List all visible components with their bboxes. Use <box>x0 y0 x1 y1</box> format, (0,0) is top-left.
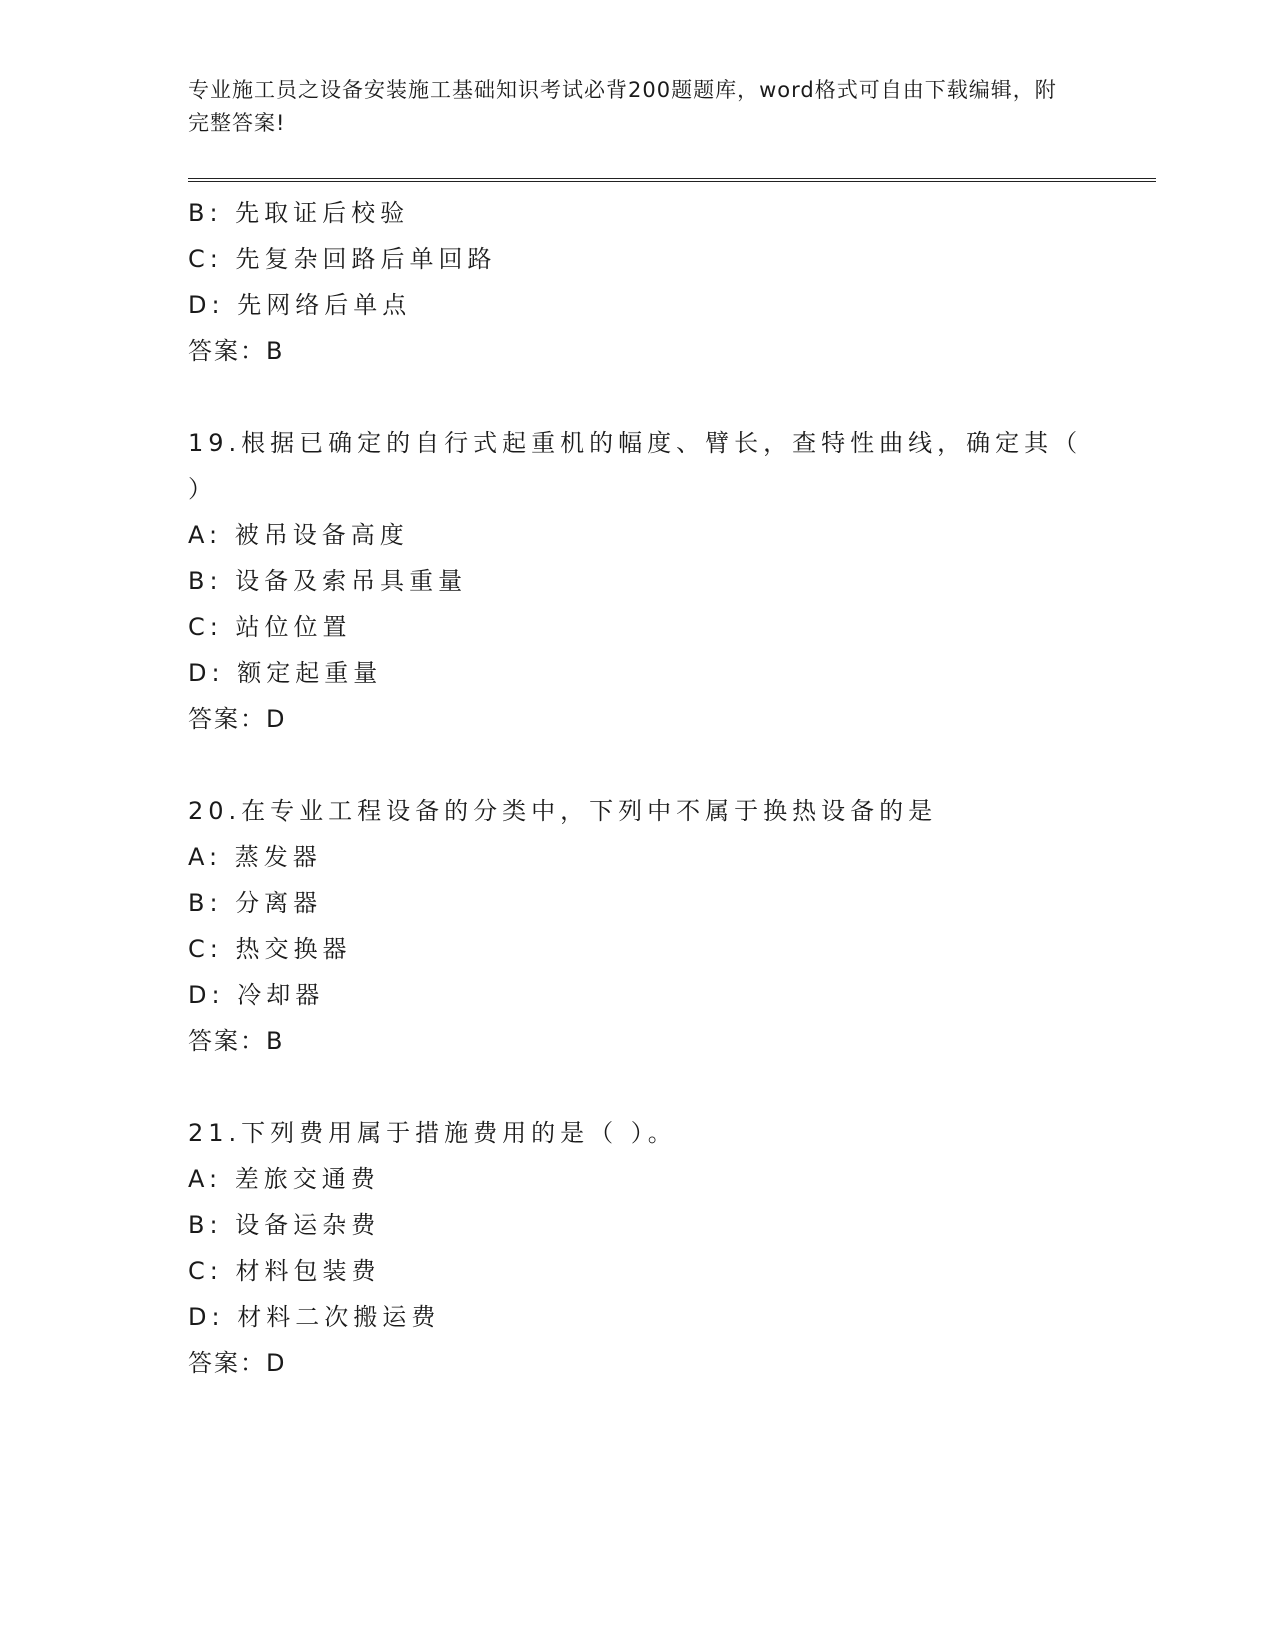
question-21 <box>188 1110 1088 1386</box>
question-list <box>188 190 1088 1386</box>
question-stem: 19.根据已确定的自行式起重机的幅度、臂长，查特性曲线，确定其（ <box>188 429 1083 457</box>
spacer <box>188 742 1088 788</box>
answer: 答案：B <box>188 1027 285 1055</box>
option-c: C: 站位位置 <box>188 613 352 641</box>
answer: 答案：D <box>188 705 287 733</box>
header-divider <box>188 178 1156 182</box>
option-b: B: 先取证后校验 <box>188 199 410 227</box>
question-stem: 20.在专业工程设备的分类中，下列中不属于换热设备的是 <box>188 797 938 825</box>
option-d: D: 额定起重量 <box>188 659 383 687</box>
option-b: B: 设备运杂费 <box>188 1211 381 1239</box>
option-d: D: 材料二次搬运费 <box>188 1303 441 1331</box>
option-d: D: 冷却器 <box>188 981 325 1009</box>
option-a: A: 蒸发器 <box>188 843 322 871</box>
spacer <box>188 1064 1088 1110</box>
option-a: A: 差旅交通费 <box>188 1165 380 1193</box>
answer: 答案：D <box>188 1349 287 1377</box>
previous-question-tail <box>188 190 1088 374</box>
question-stem-continued: ） <box>188 475 217 503</box>
document-title: 专业施工员之设备安装施工基础知识考试必背200题题库，word格式可自由下载编辑，附完整答案! <box>188 78 1057 135</box>
answer: 答案：B <box>188 337 285 365</box>
question-19 <box>188 420 1088 742</box>
option-c: C: 先复杂回路后单回路 <box>188 245 497 273</box>
option-d: D: 先网络后单点 <box>188 291 412 319</box>
option-a: A: 被吊设备高度 <box>188 521 409 549</box>
option-b: B: 设备及索吊具重量 <box>188 567 468 595</box>
option-b: B: 分离器 <box>188 889 323 917</box>
spacer <box>188 374 1088 420</box>
option-c: C: 材料包装费 <box>188 1257 381 1285</box>
question-stem: 21.下列费用属于措施费用的是（ ）。 <box>188 1119 677 1147</box>
option-c: C: 热交换器 <box>188 935 352 963</box>
question-20 <box>188 788 1088 1064</box>
